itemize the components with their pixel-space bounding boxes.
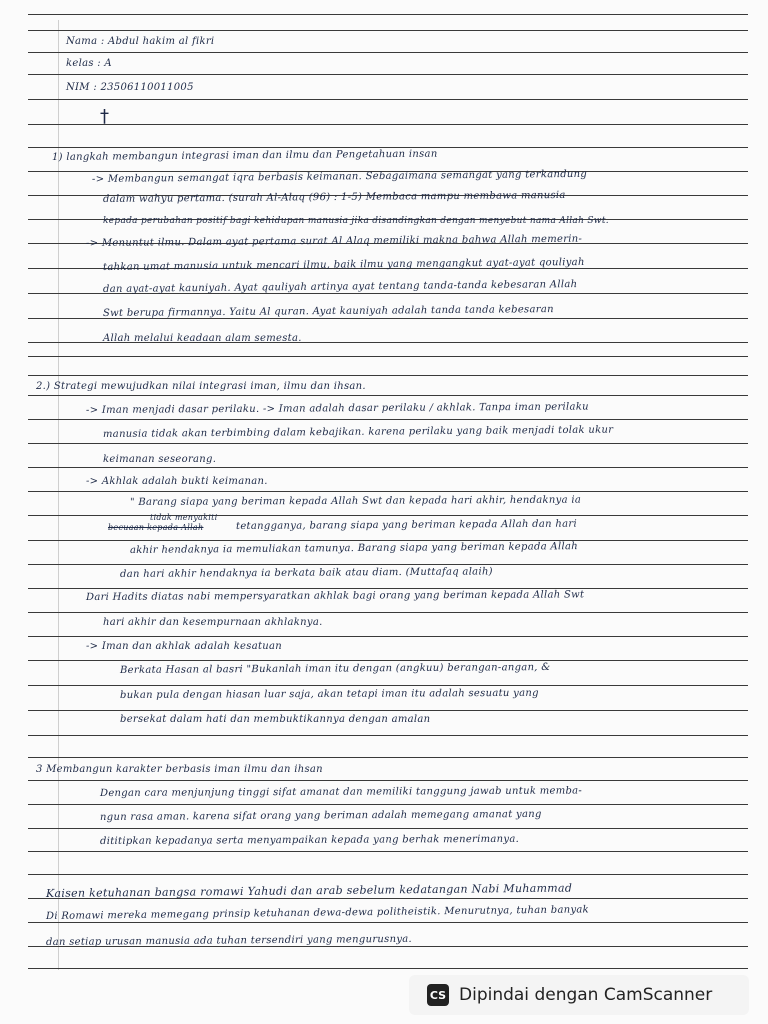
section1-title: 1) langkah membangun integrasi iman dan ilmu dan Pengetahuan insan <box>51 148 438 163</box>
section2-line: manusia tidak akan terbimbing dalam kebajikan. karena perilaku yang baik menjadi tolak ukur <box>102 424 614 440</box>
section3-line: Dengan cara menjunjung tinggi sifat amanat dan memiliki tanggung jawab untuk memba- <box>99 785 583 799</box>
section3-line: dititipkan kepadanya serta menyampaikan kepada yang berhak menerimanya. <box>99 833 520 847</box>
section2-line: tetangganya, barang siapa yang beriman kepada Allah dan hari <box>235 518 577 532</box>
section2-line: Berkata Hasan al basri "Bukanlah iman itu dengan (angkuu) berangan-angan, & <box>119 661 551 676</box>
section2-line: dan hari akhir hendaknya ia berkata baik atau diam. (Muttafaq alaih) <box>119 566 493 580</box>
section2-line: Dari Hadits diatas nabi mempersyaratkan akhlak bagi orang yang beriman kepada Allah Swt <box>85 589 585 603</box>
section1-line: Allah melalui keadaan alam semesta. <box>103 333 302 344</box>
section2-line: " Barang siapa yang beriman kepada Allah Swt dan kepada hari akhir, hendaknya ia <box>129 494 582 508</box>
student-id: NIM : 23506110011005 <box>66 82 194 93</box>
section2-line: -> Iman dan akhlak adalah kesatuan <box>86 641 283 652</box>
camscanner-logo-icon: CS <box>427 984 449 1006</box>
section1-line: kepada perubahan positif bagi kehidupan manusia jika disandingkan dengan menyebut nama Allah Swt. <box>103 216 609 226</box>
section1-line: Swt berupa firmannya. Yaitu Al quran. Ayat kauniyah adalah tanda tanda kebesaran <box>102 304 554 319</box>
section1-line: -> Membangun semangat iqra berbasis keimanan. Sebagaimana semangat yang terkandung <box>91 168 588 185</box>
section2-line: akhir hendaknya ia memuliakan tamunya. Barang siapa yang beriman kepada Allah <box>129 541 578 556</box>
section3-line: ngun rasa aman. karena sifat orang yang beriman adalah memegang amanat yang <box>99 808 542 823</box>
section2-line: -> Iman menjadi dasar perilaku. -> Iman adalah dasar perilaku / akhlak. Tanpa iman perilaku <box>85 401 589 416</box>
section1-line: -> Menuntut ilmu. Dalam ayat pertama surat Al Alaq memiliki makna bahwa Allah memerin- <box>85 233 583 249</box>
section2-line: keimanan seseorang. <box>103 454 217 465</box>
section1-line: dan ayat-ayat kauniyah. Ayat qauliyah artinya ayat tentang tanda-tanda kebesaran Allah <box>102 279 578 295</box>
section3-title: 3 Membangun karakter berbasis iman ilmu dan ihsan <box>36 764 323 775</box>
section4-line: Kaisen ketuhanan bangsa romawi Yahudi dan arab sebelum kedatangan Nabi Muhammad <box>45 881 573 900</box>
section2-line: -> Akhlak adalah bukti keimanan. <box>86 476 268 487</box>
section2-line: hari akhir dan kesempurnaan akhlaknya. <box>103 617 323 628</box>
section1-line: tahkan umat manusia untuk mencari ilmu, baik ilmu yang mengangkut ayat-ayat qouliyah <box>102 256 585 273</box>
section4-line: Di Romawi mereka memegang prinsip ketuhanan dewa-dewa politheistik. Menurutnya, tuhan banyak <box>45 904 590 922</box>
section2-line: bukan pula dengan hiasan luar saja, akan tetapi iman itu adalah sesuatu yang <box>119 687 539 701</box>
student-name: Nama : Abdul hakim al fikri <box>66 36 215 47</box>
section1-line: dalam wahyu pertama. (surah Al-Alaq (96) : 1-5) Membaca mampu membawa manusia <box>102 189 566 205</box>
section4-line: dan setiap urusan manusia ada tuhan tersendiri yang mengurusnya. <box>45 933 413 948</box>
student-class: kelas : A <box>66 58 112 69</box>
section2-title: 2.) Strategi mewujudkan nilai integrasi iman, ilmu dan ihsan. <box>36 381 366 392</box>
camscanner-label: Dipindai dengan CamScanner <box>459 985 713 1005</box>
cross-mark-icon: † <box>100 106 109 127</box>
section2-line: bersekat dalam hati dan membuktikannya dengan amalan <box>120 714 431 725</box>
section2-strikethrough: becuaan kepada Allah <box>108 523 204 532</box>
section2-insertion: tidak menyakiti <box>150 513 218 522</box>
camscanner-watermark <box>409 975 749 1015</box>
